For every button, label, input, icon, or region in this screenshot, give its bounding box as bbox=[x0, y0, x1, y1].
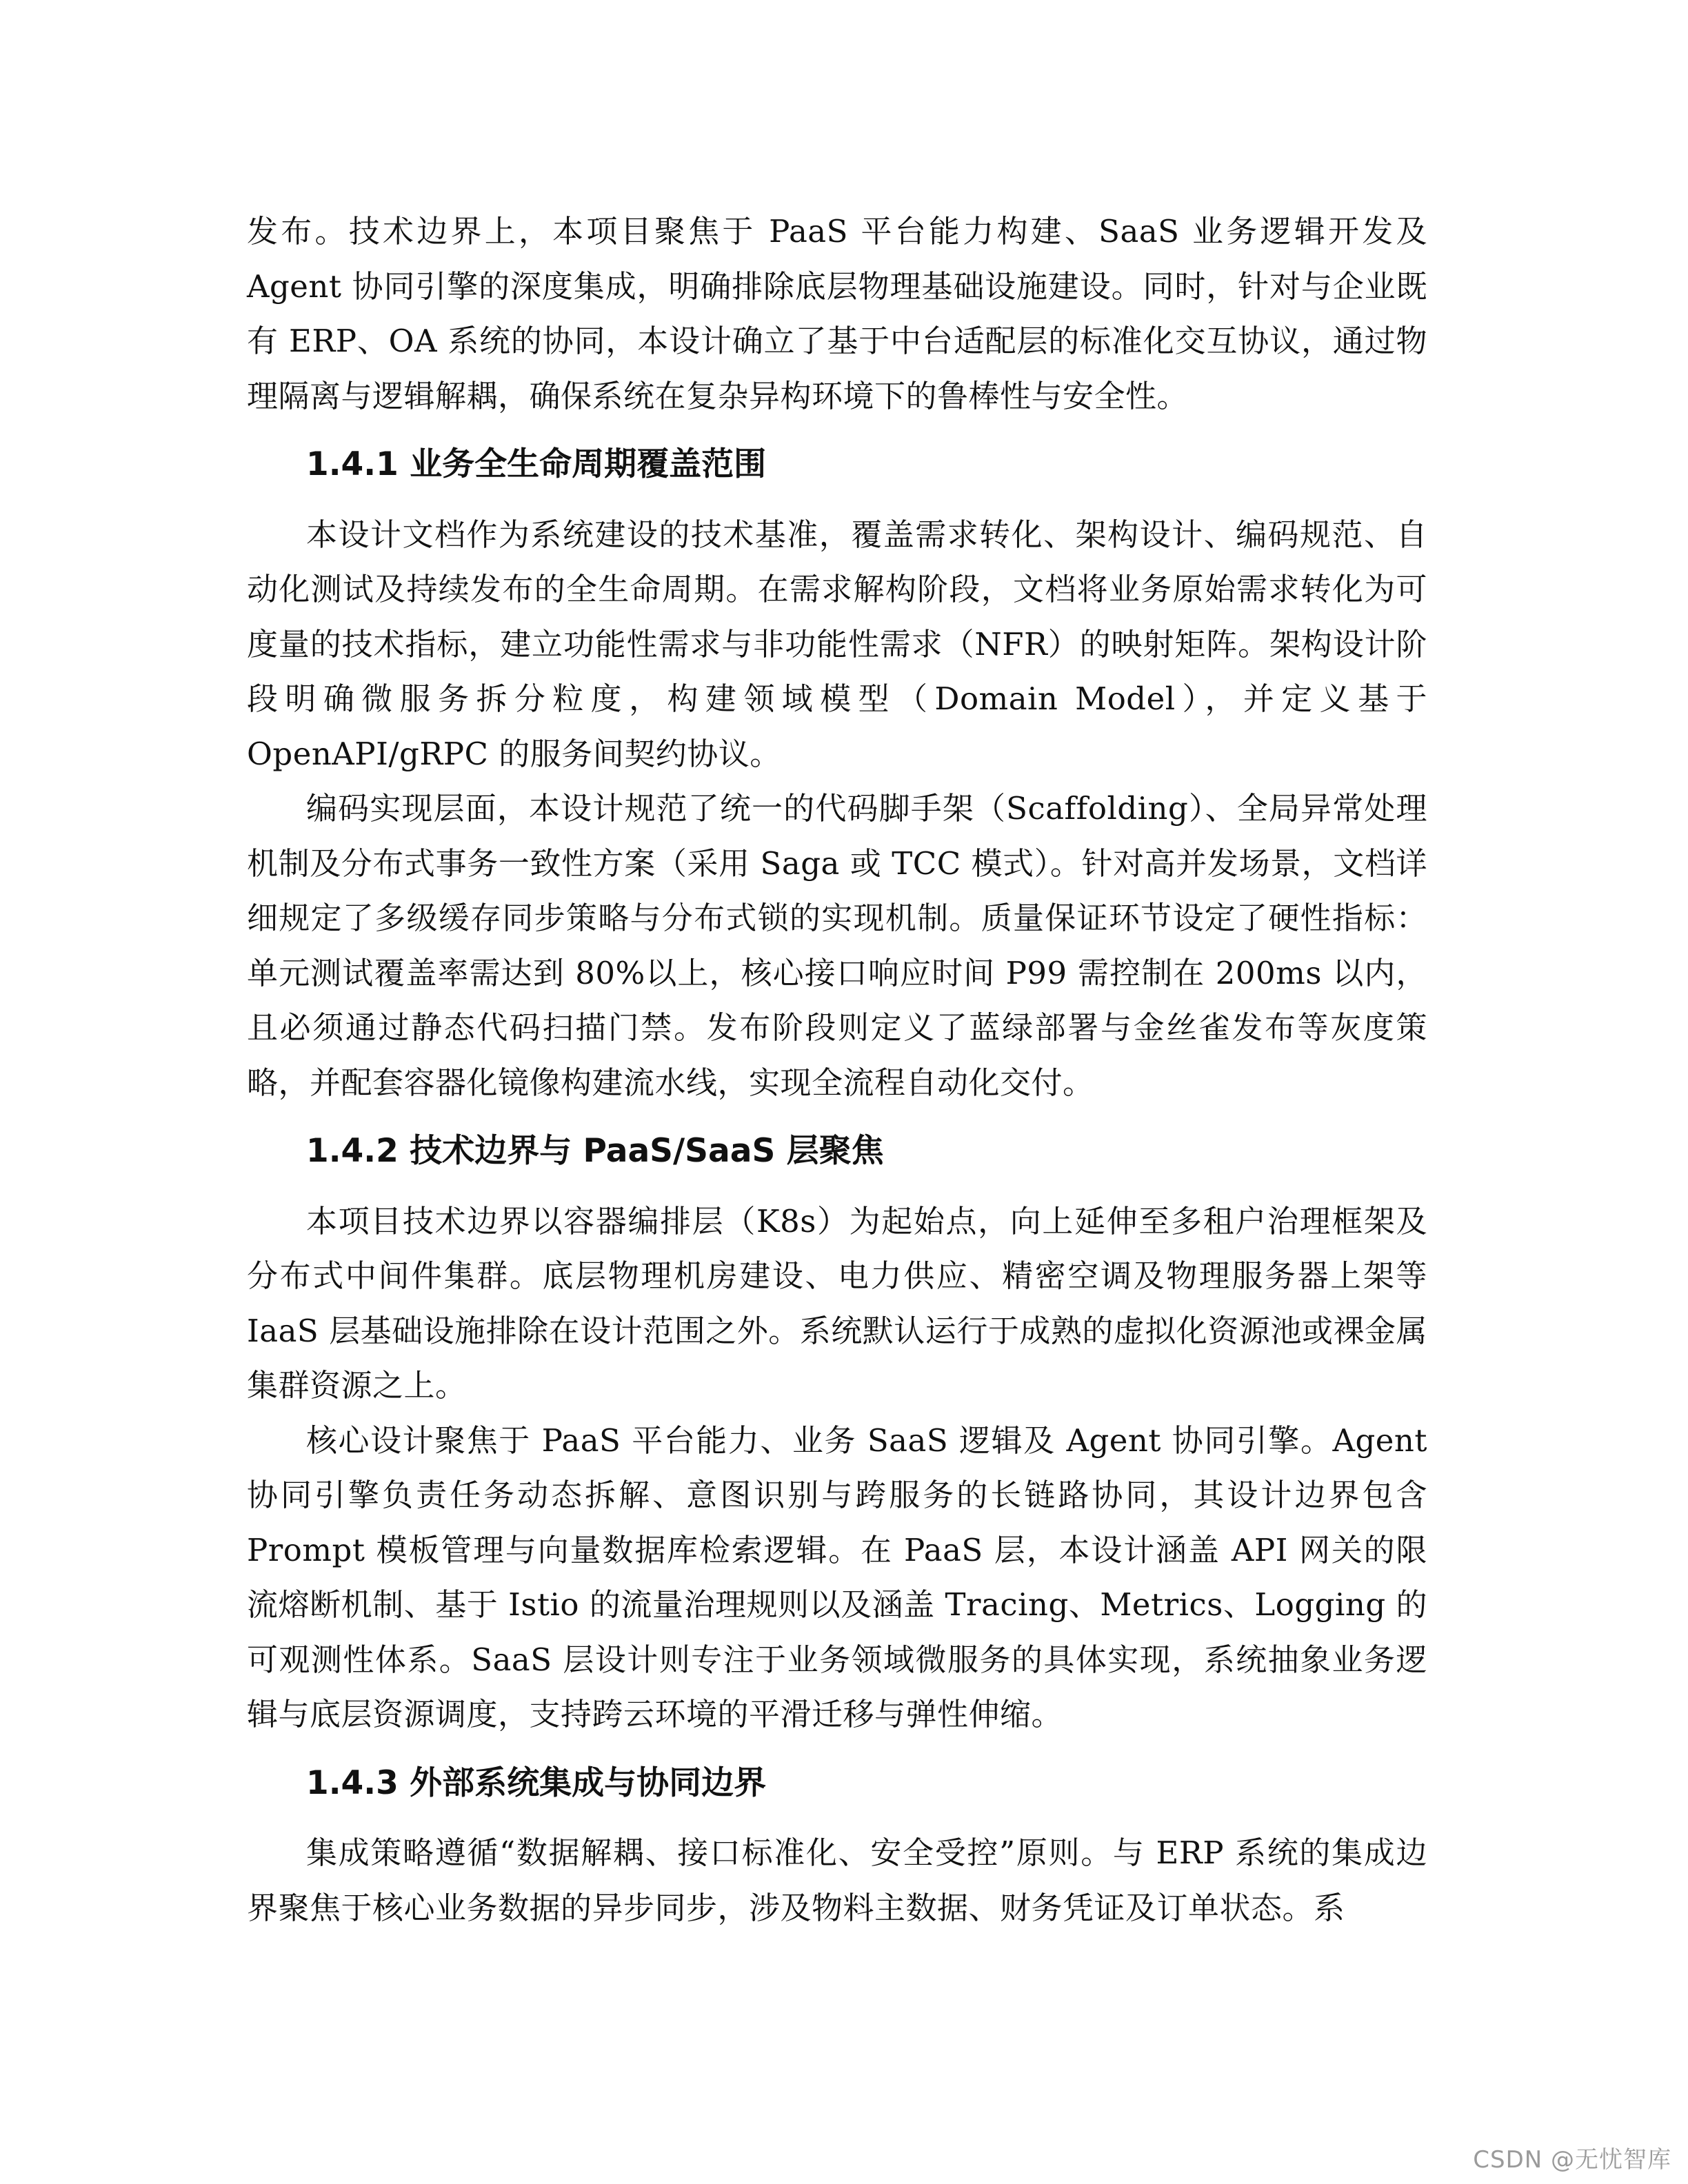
intro-paragraph: 发布。技术边界上，本项目聚焦于 PaaS 平台能力构建、SaaS 业务逻辑开发及 Agent 协同引擎的深度集成，明确排除底层物理基础设施建设。同时，针对与企业既有 ERP、OA 系统的协同，本设计确立了基于中台适配层的标准化交互协议，通过物理隔离与逻辑解耦，确保系统在复杂异构环境下的鲁棒性与安全性。 bbox=[247, 213, 1427, 414]
section-1-4-2-paragraph-1: 本项目技术边界以容器编排层（K8s）为起始点，向上延伸至多租户治理框架及分布式中间件集群。底层物理机房建设、电力供应、精密空调及物理服务器上架等 IaaS 层基础设施排除在设计范围之外。系统默认运行于成熟的虚拟化资源池或裸金属集群资源之上。 bbox=[247, 1202, 1427, 1404]
section-1-4-2-paragraph-2: 核心设计聚焦于 PaaS 平台能力、业务 SaaS 逻辑及 Agent 协同引擎。Agent 协同引擎负责任务动态拆解、意图识别与跨服务的长链路协同，其设计边界包含 Prompt 模板管理与向量数据库检索逻辑。在 PaaS 层，本设计涵盖 API 网关的限流熔断机制、基于 Istio 的流量治理规则以及涵盖 Tracing、Metrics、Logging 的可观测性体系。SaaS 层设计则专注于业务领域微服务的具体实现，系统抽象业务逻辑与底层资源调度，支持跨云环境的平滑迁移与弹性伸缩。 bbox=[247, 1422, 1427, 1732]
csdn-watermark: CSDN @无忧智库 bbox=[1473, 2146, 1671, 2174]
section-heading-1-4-3: 1.4.3 外部系统集成与协同边界 bbox=[306, 1763, 767, 1802]
section-1-4-1-paragraph-2: 编码实现层面，本设计规范了统一的代码脚手架（Scaffolding）、全局异常处理机制及分布式事务一致性方案（采用 Saga 或 TCC 模式）。针对高并发场景，文档详细规定了多级缓存同步策略与分布式锁的实现机制。质量保证环节设定了硬性指标：单元测试覆盖率需达到 80%以上，核心接口响应时间 P99 需控制在 200ms 以内，且必须通过静态代码扫描门禁。发布阶段则定义了蓝绿部署与金丝雀发布等灰度策略，并配套容器化镜像构建流水线，实现全流程自动化交付。 bbox=[247, 790, 1427, 1101]
section-heading-1-4-1: 1.4.1 业务全生命周期覆盖范围 bbox=[306, 445, 767, 483]
section-heading-1-4-2: 1.4.2 技术边界与 PaaS/SaaS 层聚焦 bbox=[306, 1132, 884, 1170]
section-1-4-1-paragraph-1: 本设计文档作为系统建设的技术基准，覆盖需求转化、架构设计、编码规范、自动化测试及持续发布的全生命周期。在需求解构阶段，文档将业务原始需求转化为可度量的技术指标，建立功能性需求与非功能性需求（NFR）的映射矩阵。架构设计阶段明确微服务拆分粒度，构建领域模型（Domain Model），并定义基于 OpenAPI/gRPC 的服务间契约协议。 bbox=[247, 516, 1427, 772]
section-1-4-3-paragraph-1: 集成策略遵循“数据解耦、接口标准化、安全受控”原则。与 ERP 系统的集成边界聚焦于核心业务数据的异步同步，涉及物料主数据、财务凭证及订单状态。系 bbox=[247, 1834, 1427, 1926]
document-body bbox=[247, 204, 1427, 1935]
